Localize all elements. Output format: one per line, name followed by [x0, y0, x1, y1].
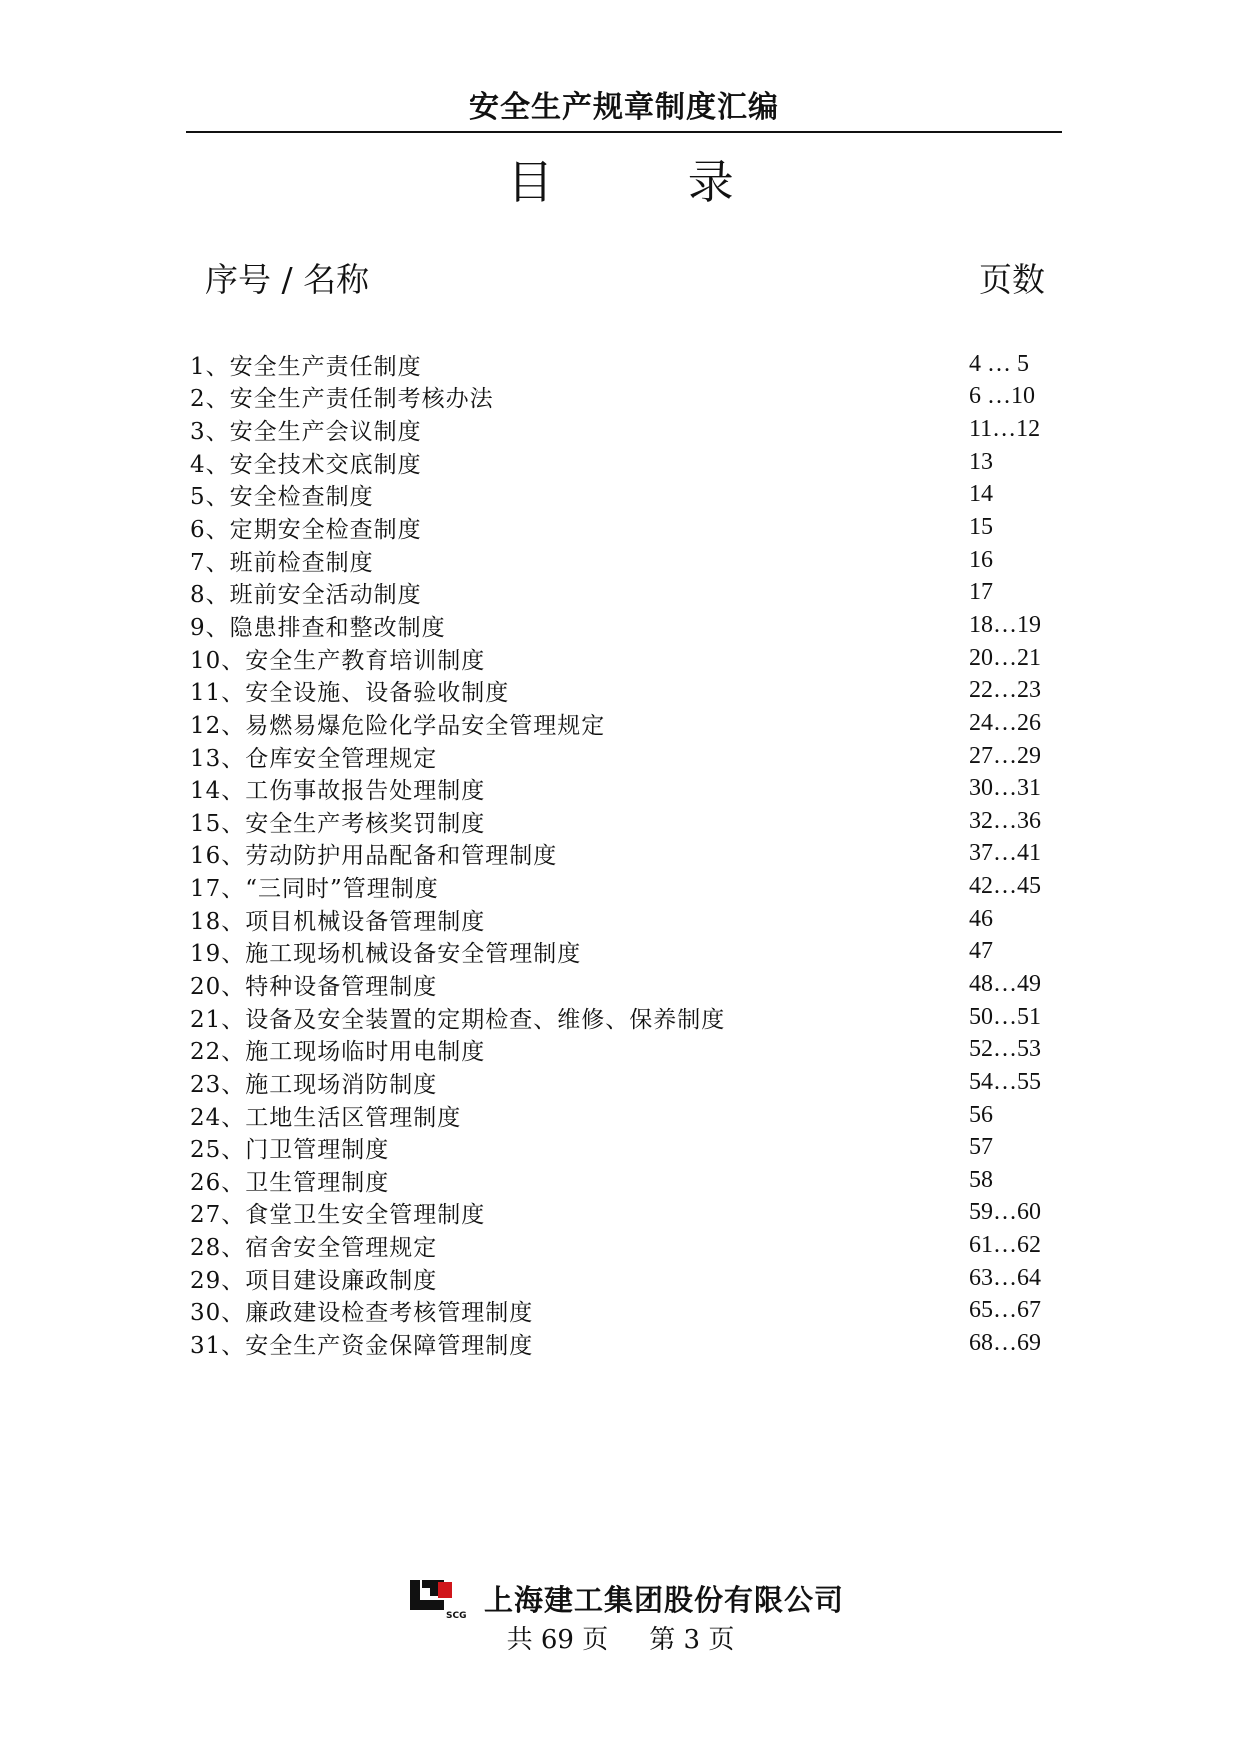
toc-entry: [190, 805, 1045, 838]
toc-entry: [190, 772, 1045, 805]
current-page-label: 第 3 页: [649, 1625, 735, 1655]
toc-entry: [190, 674, 1045, 707]
toc-entry-label: 25、门卫管理制度: [190, 1137, 390, 1164]
toc-entry-pages: 15: [969, 514, 993, 541]
header-divider: [186, 131, 1062, 133]
toc-entry-pages: 6 …10: [969, 383, 1035, 410]
toc-entry-pages: 50…51: [969, 1003, 1041, 1030]
toc-entry-pages: 68…69: [969, 1330, 1041, 1357]
toc-entry: [190, 838, 1045, 871]
toc-entry-pages: 24…26: [969, 709, 1041, 736]
toc-entry-pages: 59…60: [969, 1199, 1041, 1226]
toc-entry-pages: 65…67: [969, 1297, 1041, 1324]
toc-entry-pages: 11…12: [969, 416, 1041, 443]
toc-list: [190, 348, 1045, 1360]
toc-entry: [190, 1164, 1045, 1197]
toc-entry-pages: 37…41: [969, 840, 1041, 867]
toc-entry-label: 14、工伤事故报告处理制度: [190, 778, 486, 805]
toc-entry: [190, 1099, 1045, 1132]
toc-entry: [190, 446, 1045, 479]
toc-entry: [190, 740, 1045, 773]
toc-entry-pages: 18…19: [969, 611, 1041, 638]
toc-entry-pages: 48…49: [969, 970, 1041, 997]
toc-entry-label: 23、施工现场消防制度: [190, 1071, 438, 1098]
logo-lettering: SCG: [446, 1611, 467, 1621]
toc-entry-pages: 63…64: [969, 1264, 1041, 1291]
scg-logo-icon: [408, 1578, 474, 1622]
toc-entry-pages: 17: [969, 579, 993, 606]
toc-entry: [190, 576, 1045, 609]
toc-entry: [190, 1001, 1045, 1034]
toc-entry: [190, 479, 1045, 512]
toc-entry-label: 17、“三同时”管理制度: [190, 876, 439, 903]
toc-entry: [190, 707, 1045, 740]
toc-entry-label: 13、仓库安全管理规定: [190, 745, 438, 772]
toc-entry: [190, 1295, 1045, 1328]
toc-entry-label: 15、安全生产考核奖罚制度: [190, 810, 486, 837]
toc-entry: [190, 1131, 1045, 1164]
toc-entry: [190, 413, 1045, 446]
toc-entry-pages: 14: [969, 481, 993, 508]
footer-page-info: [0, 1620, 1241, 1660]
total-pages-label: 共 69 页: [506, 1625, 609, 1655]
document-header-title: 安全生产规章制度汇编: [469, 90, 779, 125]
toc-entry: [190, 642, 1045, 675]
toc-entry-pages: 4 … 5: [969, 350, 1029, 377]
toc-entry: [190, 348, 1045, 381]
toc-entry-pages: 54…55: [969, 1068, 1041, 1095]
toc-entry-label: 18、项目机械设备管理制度: [190, 908, 486, 935]
toc-entry: [190, 968, 1045, 1001]
toc-entry: [190, 1197, 1045, 1230]
toc-entry-pages: 27…29: [969, 742, 1041, 769]
toc-entry-pages: 30…31: [969, 775, 1041, 802]
toc-entry-pages: 47: [969, 938, 993, 965]
toc-entry-label: 7、班前检查制度: [190, 549, 374, 576]
toc-entry-label: 20、特种设备管理制度: [190, 974, 438, 1000]
toc-entry-pages: 22…23: [969, 677, 1041, 704]
toc-entry-pages: 58: [969, 1166, 993, 1193]
toc-entry: [190, 381, 1045, 414]
toc-entry-label: 9、隐患排查和整改制度: [190, 614, 446, 641]
toc-entry-label: 24、工地生活区管理制度: [190, 1104, 462, 1131]
toc-entry-pages: 61…62: [969, 1232, 1041, 1259]
toc-entry: [190, 870, 1045, 903]
toc-entry-label: 1、安全生产责任制度: [190, 353, 422, 380]
toc-entry: [190, 1229, 1045, 1262]
toc-entry: [190, 1066, 1045, 1099]
toc-entry-label: 5、安全检查制度: [190, 484, 374, 511]
toc-entry-pages: 16: [969, 546, 993, 573]
toc-entry-label: 12、易燃易爆危险化学品安全管理规定: [190, 712, 606, 739]
toc-entry: [190, 1262, 1045, 1295]
toc-column-name-header: 序号 / 名称: [205, 260, 370, 299]
toc-entry: [190, 936, 1045, 969]
toc-entry-pages: 46: [969, 905, 993, 932]
toc-column-pages-header: 页数: [979, 260, 1045, 299]
toc-entry: [190, 544, 1045, 577]
toc-title: 目 录: [507, 155, 794, 209]
toc-entry-label: 27、食堂卫生安全管理制度: [190, 1202, 486, 1229]
toc-entry-label: 4、安全技术交底制度: [190, 451, 422, 478]
toc-entry-label: 16、劳动防护用品配备和管理制度: [190, 843, 558, 870]
toc-entry-label: 26、卫生管理制度: [190, 1169, 390, 1196]
toc-entry: [190, 1033, 1045, 1066]
toc-entry-label: 19、施工现场机械设备安全管理制度: [190, 941, 582, 968]
toc-entry-pages: 13: [969, 448, 993, 475]
toc-entry-pages: 56: [969, 1101, 993, 1128]
toc-entry-pages: 42…45: [969, 873, 1041, 900]
toc-entry: [190, 903, 1045, 936]
toc-entry-label: 10、安全生产教育培训制度: [190, 647, 486, 674]
toc-entry: [190, 609, 1045, 642]
toc-entry-label: 11、安全设施、设备验收制度: [190, 680, 510, 707]
toc-entry-label: 8、班前安全活动制度: [190, 582, 422, 609]
toc-entry-label: 31、安全生产资金保障管理制度: [190, 1333, 534, 1360]
toc-entry-label: 21、设备及安全装置的定期检查、维修、保养制度: [190, 1006, 726, 1033]
toc-entry-label: 6、定期安全检查制度: [190, 517, 422, 544]
toc-entry-label: 29、项目建设廉政制度: [190, 1267, 438, 1294]
toc-entry-label: 22、施工现场临时用电制度: [190, 1039, 486, 1066]
toc-entry-label: 2、安全生产责任制考核办法: [190, 386, 494, 413]
toc-entry-pages: 57: [969, 1134, 993, 1161]
toc-entry-label: 3、安全生产会议制度: [190, 419, 422, 446]
toc-entry-label: 28、宿舍安全管理规定: [190, 1235, 438, 1262]
toc-entry: [190, 511, 1045, 544]
toc-entry-pages: 20…21: [969, 644, 1041, 671]
footer-company-name: 上海建工集团股份有限公司: [484, 1583, 845, 1617]
toc-entry-pages: 52…53: [969, 1036, 1041, 1063]
toc-entry-label: 30、廉政建设检查考核管理制度: [190, 1300, 534, 1327]
toc-entry: [190, 1327, 1045, 1360]
toc-entry-pages: 32…36: [969, 807, 1041, 834]
